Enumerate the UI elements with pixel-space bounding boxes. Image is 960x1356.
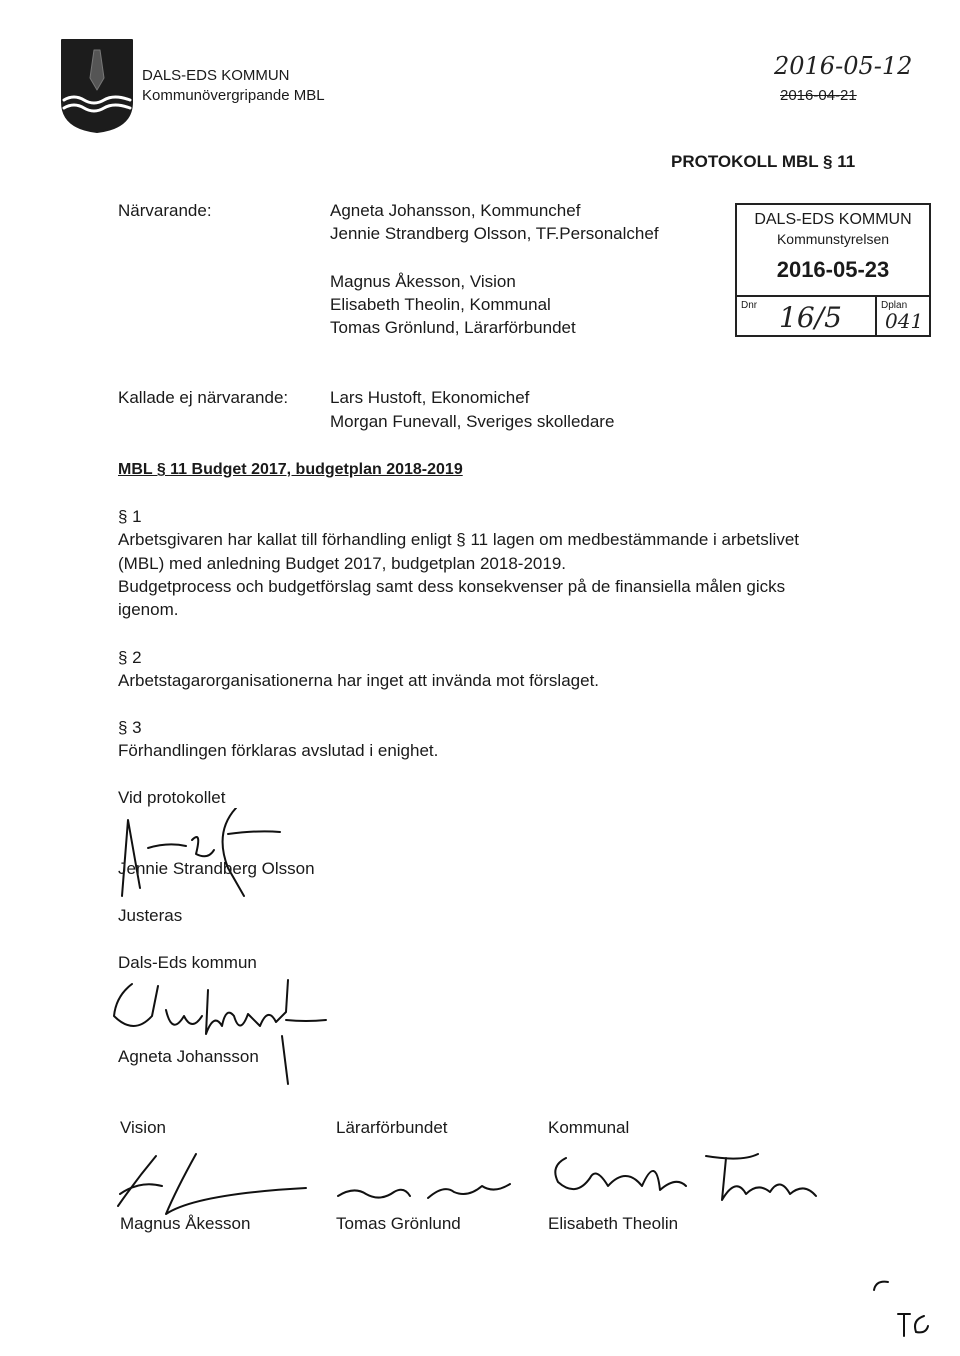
section-3-line-1: Förhandlingen förklaras avslutad i enighet.: [118, 741, 439, 760]
municipality-name: DALS-EDS KOMMUN: [142, 67, 290, 84]
union-org-lararforbundet: Lärarförbundet: [336, 1118, 448, 1137]
stamp-org: DALS-EDS KOMMUN: [754, 211, 912, 228]
stamp-date: 2016-05-23: [776, 257, 890, 282]
municipality-signature: [110, 976, 340, 1101]
union-org-vision: Vision: [120, 1118, 166, 1137]
present-employer-1: Agneta Johansson, Kommunchef: [330, 201, 581, 220]
section-1-heading: § 1: [118, 507, 142, 526]
stamp-dplan-value: 041: [885, 309, 924, 333]
protocol-title: PROTOKOLL MBL § 11: [671, 152, 856, 171]
present-employer-2: Jennie Strandberg Olsson, TF.Personalchef: [330, 224, 659, 243]
municipality-signer: Agneta Johansson: [118, 1047, 259, 1066]
union-org-kommunal: Kommunal: [548, 1118, 630, 1137]
section-1-line-3: Budgetprocess och budgetförslag samt dess konsekvenser på de finansiella målen gicks: [118, 577, 786, 596]
kommunal-signature: [546, 1146, 826, 1221]
present-label: Närvarande:: [118, 201, 212, 220]
section-1-line-4: igenom.: [118, 600, 179, 619]
stamp-dept: Kommunstyrelsen: [776, 231, 890, 247]
municipality-logo: [60, 38, 134, 134]
present-union-3: Tomas Grönlund, Lärarförbundet: [330, 318, 576, 337]
present-union-2: Elisabeth Theolin, Kommunal: [330, 295, 551, 314]
section-3-heading: § 3: [118, 718, 142, 737]
stamp-dnr-label: Dnr: [741, 300, 758, 311]
page-initials: [868, 1276, 938, 1345]
vision-signer: Magnus Åkesson: [120, 1214, 251, 1233]
subject-heading: MBL § 11 Budget 2017, budgetplan 2018-2019: [118, 461, 463, 478]
stamp-dnr-value: 16/5: [779, 301, 842, 334]
absent-person-2: Morgan Funevall, Sveriges skolledare: [330, 412, 615, 431]
unit-name: Kommunövergripande MBL: [142, 87, 325, 104]
handwritten-date: 2016-05-12: [774, 52, 913, 80]
justeras-label: Justeras: [118, 906, 183, 925]
protocol-signer: Jennie Strandberg Olsson: [118, 859, 315, 878]
municipality-label: Dals-Eds kommun: [118, 953, 257, 972]
absent-label: Kallade ej närvarande:: [118, 388, 289, 407]
present-union-1: Magnus Åkesson, Vision: [330, 272, 516, 291]
stamp-dplan-label: Dplan: [881, 300, 908, 311]
section-1-line-1: Arbetsgivaren har kallat till förhandling enligt § 11 lagen om medbestämmande i arbetslivet: [118, 530, 800, 549]
section-2-line-1: Arbetstagarorganisationerna har inget att invända mot förslaget.: [118, 671, 600, 690]
lararforbundet-signature: [334, 1168, 524, 1213]
kommunal-signer: Elisabeth Theolin: [548, 1214, 679, 1233]
section-2-heading: § 2: [118, 648, 142, 667]
protocol-signature: [118, 808, 288, 903]
protocol-label: Vid protokollet: [118, 788, 226, 807]
section-1-line-2: (MBL) med anledning Budget 2017, budgetplan 2018-2019.: [118, 554, 567, 573]
received-stamp: [735, 203, 931, 337]
struck-date: 2016-04-21: [780, 87, 857, 104]
lararforbundet-signer: Tomas Grönlund: [336, 1214, 461, 1233]
absent-person-1: Lars Hustoft, Ekonomichef: [330, 388, 530, 407]
